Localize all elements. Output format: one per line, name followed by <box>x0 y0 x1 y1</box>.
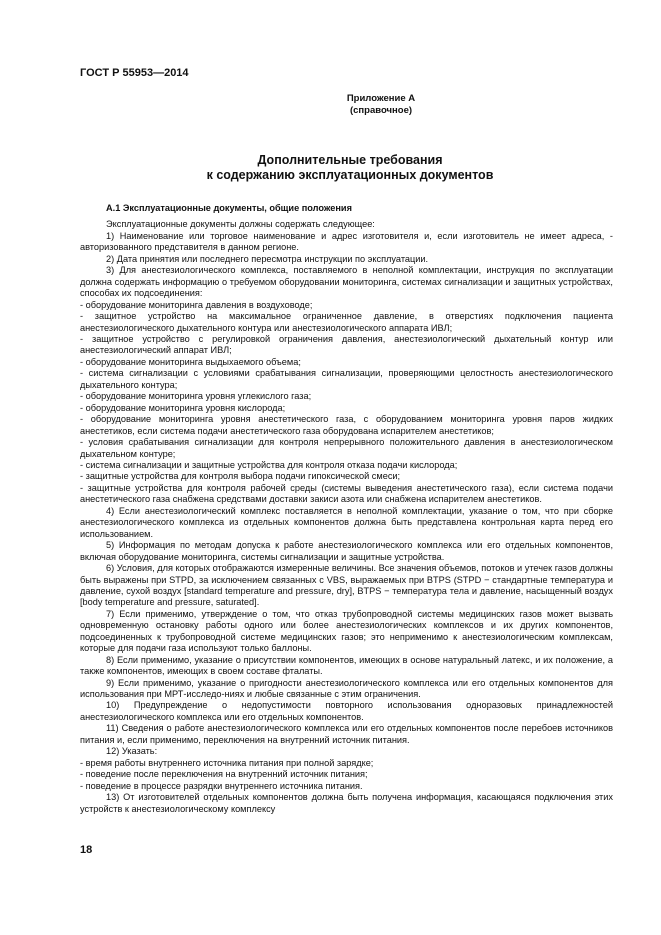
list-item: - защитное устройство на максимальное ограниченное давление, в отверстиях подключения пациента анестезиологического дыхательного контура или анестезиологического аппарата ИВЛ; <box>80 311 613 333</box>
document-code: ГОСТ Р 55953—2014 <box>80 67 189 79</box>
paragraph: Эксплуатационные документы должны содержать следующее: <box>106 219 375 230</box>
list-item: - оборудование мониторинга выдыхаемого объема; <box>80 356 301 367</box>
list-item: - условия срабатывания сигнализации для контроля непрерывного положительного давления в анестезиологическом дыхательном контуре; <box>80 437 613 459</box>
paragraph: 12) Указать: <box>106 746 158 757</box>
appendix-title: Приложение А <box>346 93 416 104</box>
list-item: - защитное устройство с регулировкой ограничения давления, анестезиологический дыхательный контур или анестезиологический аппарат ИВЛ; <box>80 333 613 356</box>
paragraph: 1) Наименование или торговое наименование и адрес изготовителя и, если изготовитель не имеет адреса, - авторизованного представителя в данном регионе. <box>80 230 613 253</box>
paragraph: 4) Если анестезиологический комплекс поставляется в неполной комплектации, указание о том, что при сборке анестезиологического комплекса из отдельных компонентов должна быть представлена контрольная карта перед его использованием. <box>80 505 613 539</box>
section-heading: А.1 Эксплуатационные документы, общие положения <box>106 203 352 213</box>
list-item: - система сигнализации и защитные устройства для контроля отказа подачи кислорода; <box>80 459 458 470</box>
list-item: - время работы внутреннего источника питания при полной зарядке; <box>80 757 374 768</box>
list-item: - оборудование мониторинга давления в воздуховоде; <box>80 299 313 310</box>
list-item: - поведение после переключения на внутренний источник питания; <box>80 769 368 780</box>
appendix-label <box>281 93 481 116</box>
paragraph: 5) Информация по методам допуска к работе анестезиологического комплекса или его отдельных компонентов, включая оборудование мониторинга, системы сигнализации и защитные устройства. <box>80 540 613 562</box>
paragraph: 7) Если применимо, утверждение о том, что отказ трубопроводной системы медицинских газов может вызвать одновременную остановку работы одного или более анестезиологических комплексов и их других компонентов, подсоединенных к трубопроводной системе медицинских газов; это неприменимо к анестезиологическим комплексам, которые для подачи газа используют только баллоны. <box>80 608 613 654</box>
document-body <box>80 203 613 815</box>
paragraph: 8) Если применимо, указание о присутствии компонентов, имеющих в основе натуральный латекс, и их положение, а также компонентов, имеющих в своем составе фталаты. <box>80 654 613 677</box>
list-item: - защитные устройства для контроля рабочей среды (системы выведения анестетического газа), если система подачи анестетического газа снабжена средствами доставки закиси азота или снабжена испарителем анестетиков. <box>80 482 613 505</box>
paragraph: 13) От изготовителей отдельных компонентов должна быть получена информация, касающаяся подключения этих устройств к анестезиологическому комплексу <box>80 792 613 814</box>
paragraph: 2) Дата принятия или последнего пересмотра инструкции по эксплуатации. <box>106 253 429 264</box>
paragraph: 11) Сведения о работе анестезиологического комплекса или его отдельных компонентов после перебоев источников питания и, если применимо, переключения на внутренний источник питания. <box>80 723 613 745</box>
paragraph: 3) Для анестезиологического комплекса, поставляемого в неполной комплектации, инструкция по эксплуатации должна содержать информацию о требуемом оборудовании мониторинга, системах сигнализации и защитных устройствах, способах их подсоединения: <box>80 265 613 299</box>
page-number: 18 <box>80 844 93 856</box>
title-line-2: к содержанию эксплуатационных документов <box>206 168 494 182</box>
paragraph: 9) Если применимо, указание о пригодности анестезиологического комплекса или его отдельных компонентов для использования при МРТ-исследо-ниях и любые связанные с этим ограничения. <box>80 677 613 700</box>
paragraph: 6) Условия, для которых отображаются измеренные величины. Все значения объемов, потоков и утечек газов должны быть выражены при STPD, за исключением связанных с VBS, выражаемых при BTPS (STPD − стандартные температура и давление, сухой воздух [standard temperature and pressure, dry], BTPS − температура тела и давление, насыщенный воздух [body temperature and pressure, saturated]. <box>80 563 613 608</box>
paragraph: 10) Предупреждение о недопустимости повторного использования одноразовых принадлежностей анестезиологического комплекса или его отдельных компонентов. <box>80 700 613 722</box>
page-title <box>150 153 550 183</box>
list-item: - оборудование мониторинга уровня анестетического газа, с оборудованием мониторинга уровня паров жидких анестетиков, если система подачи анестетического газа оборудована испарителем анестетиков; <box>80 414 613 436</box>
list-item: - защитные устройства для контроля выбора подачи гипоксической смеси; <box>80 471 401 482</box>
list-item: - оборудование мониторинга уровня кислорода; <box>80 402 286 413</box>
list-item: - оборудование мониторинга уровня углекислого газа; <box>80 391 312 402</box>
list-item: - система сигнализации с условиями срабатывания сигнализации, проверяющими целостность анестезиологического дыхательного контура; <box>80 368 613 390</box>
list-item: - поведение в процессе разрядки внутреннего источника питания. <box>80 780 363 791</box>
title-line-1: Дополнительные требования <box>257 153 443 167</box>
appendix-type: (справочное) <box>349 104 413 116</box>
